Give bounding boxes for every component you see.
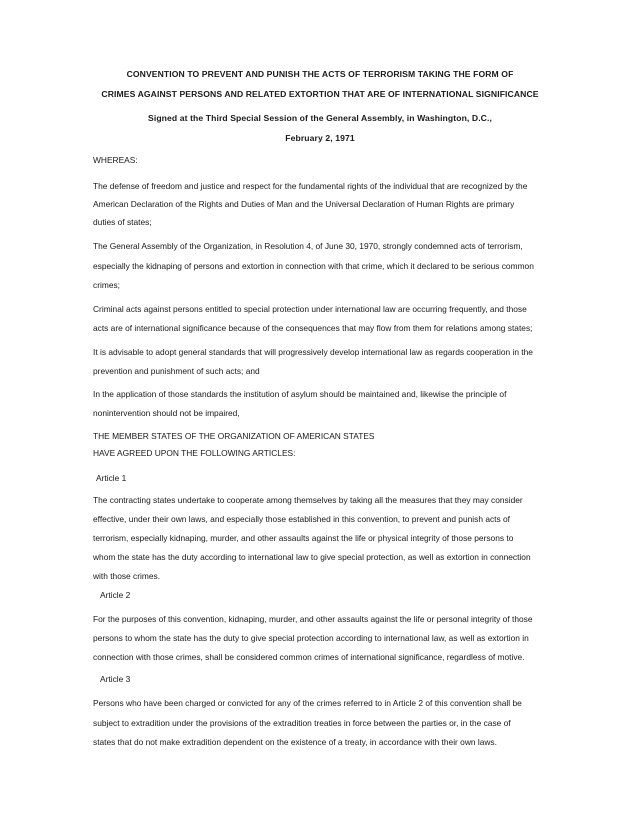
preamble-paragraph-2-line: crimes; — [93, 280, 120, 290]
preamble-paragraph-1-line: American Declaration of the Rights and Duties of Man and the Universal Declaration of Human Rights are primary — [93, 199, 515, 209]
article-3-heading: Article 3 — [100, 674, 131, 684]
member-states-heading: THE MEMBER STATES OF THE ORGANIZATION OF AMERICAN STATES — [93, 431, 375, 441]
article-2-line: connection with those crimes, shall be considered common crimes of international significance, regardless of motive. — [93, 652, 525, 662]
article-2-heading: Article 2 — [100, 590, 131, 600]
signing-date: February 2, 1971 — [285, 133, 355, 143]
preamble-paragraph-3-line: Criminal acts against persons entitled to special protection under international law are occurring frequently, and those — [93, 304, 527, 314]
preamble-paragraph-2-line: especially the kidnaping of persons and extortion in connection with that crime, which it declared to be serious common — [93, 261, 534, 271]
have-agreed-heading: HAVE AGREED UPON THE FOLLOWING ARTICLES: — [93, 448, 296, 458]
article-1-line: effective, under their own laws, and especially those established in this convention, to prevent and punish acts of — [93, 514, 510, 524]
preamble-paragraph-3-line: acts are of international significance because of the consequences that may flow from them for relations among states; — [93, 323, 533, 333]
article-2-line: persons to whom the state has the duty to give special protection according to international law, as well as extortion in — [93, 633, 529, 643]
article-1-line: The contracting states undertake to cooperate among themselves by taking all the measures that they may consider — [93, 495, 523, 505]
article-1-line: whom the state has the duty according to international law to give special protection, as well as extortion in connection — [93, 552, 531, 562]
article-3-line: states that do not make extradition dependent on the existence of a treaty, in accordance with their own laws. — [93, 737, 497, 747]
document-title-line-2: CRIMES AGAINST PERSONS AND RELATED EXTORTION THAT ARE OF INTERNATIONAL SIGNIFICANCE — [101, 89, 539, 99]
preamble-paragraph-5-line: nonintervention should not be impaired, — [93, 408, 240, 418]
article-1-line: terrorism, especially kidnaping, murder, and other assaults against the life or physical integrity of those persons to — [93, 533, 514, 543]
article-3-line: Persons who have been charged or convicted for any of the crimes referred to in Article 2 of this convention shall be — [93, 698, 522, 708]
preamble-paragraph-5-line: In the application of those standards the institution of asylum should be maintained and, likewise the principle of — [93, 389, 507, 399]
article-3-line: subject to extradition under the provisions of the extradition treaties in force between the parties or, in the case of — [93, 718, 511, 728]
signing-location: Signed at the Third Special Session of the General Assembly, in Washington, D.C., — [148, 113, 492, 123]
document-title-line-1: CONVENTION TO PREVENT AND PUNISH THE ACTS OF TERRORISM TAKING THE FORM OF — [126, 69, 514, 79]
preamble-paragraph-2-line: The General Assembly of the Organization, in Resolution 4, of June 30, 1970, strongly condemned acts of terrorism, — [93, 241, 523, 251]
preamble-paragraph-4-line: prevention and punishment of such acts; and — [93, 366, 260, 376]
preamble-paragraph-1-line: duties of states; — [93, 217, 152, 227]
preamble-paragraph-1-line: The defense of freedom and justice and respect for the fundamental rights of the individual that are recognized by the — [93, 181, 528, 191]
whereas-heading: WHEREAS: — [93, 155, 138, 165]
article-2-line: For the purposes of this convention, kidnaping, murder, and other assaults against the life or personal integrity of those — [93, 614, 533, 624]
preamble-paragraph-4-line: It is advisable to adopt general standards that will progressively develop international law as regards cooperation in the — [93, 347, 533, 357]
article-1-line: with those crimes. — [93, 571, 161, 581]
article-1-heading: Article 1 — [96, 473, 127, 483]
